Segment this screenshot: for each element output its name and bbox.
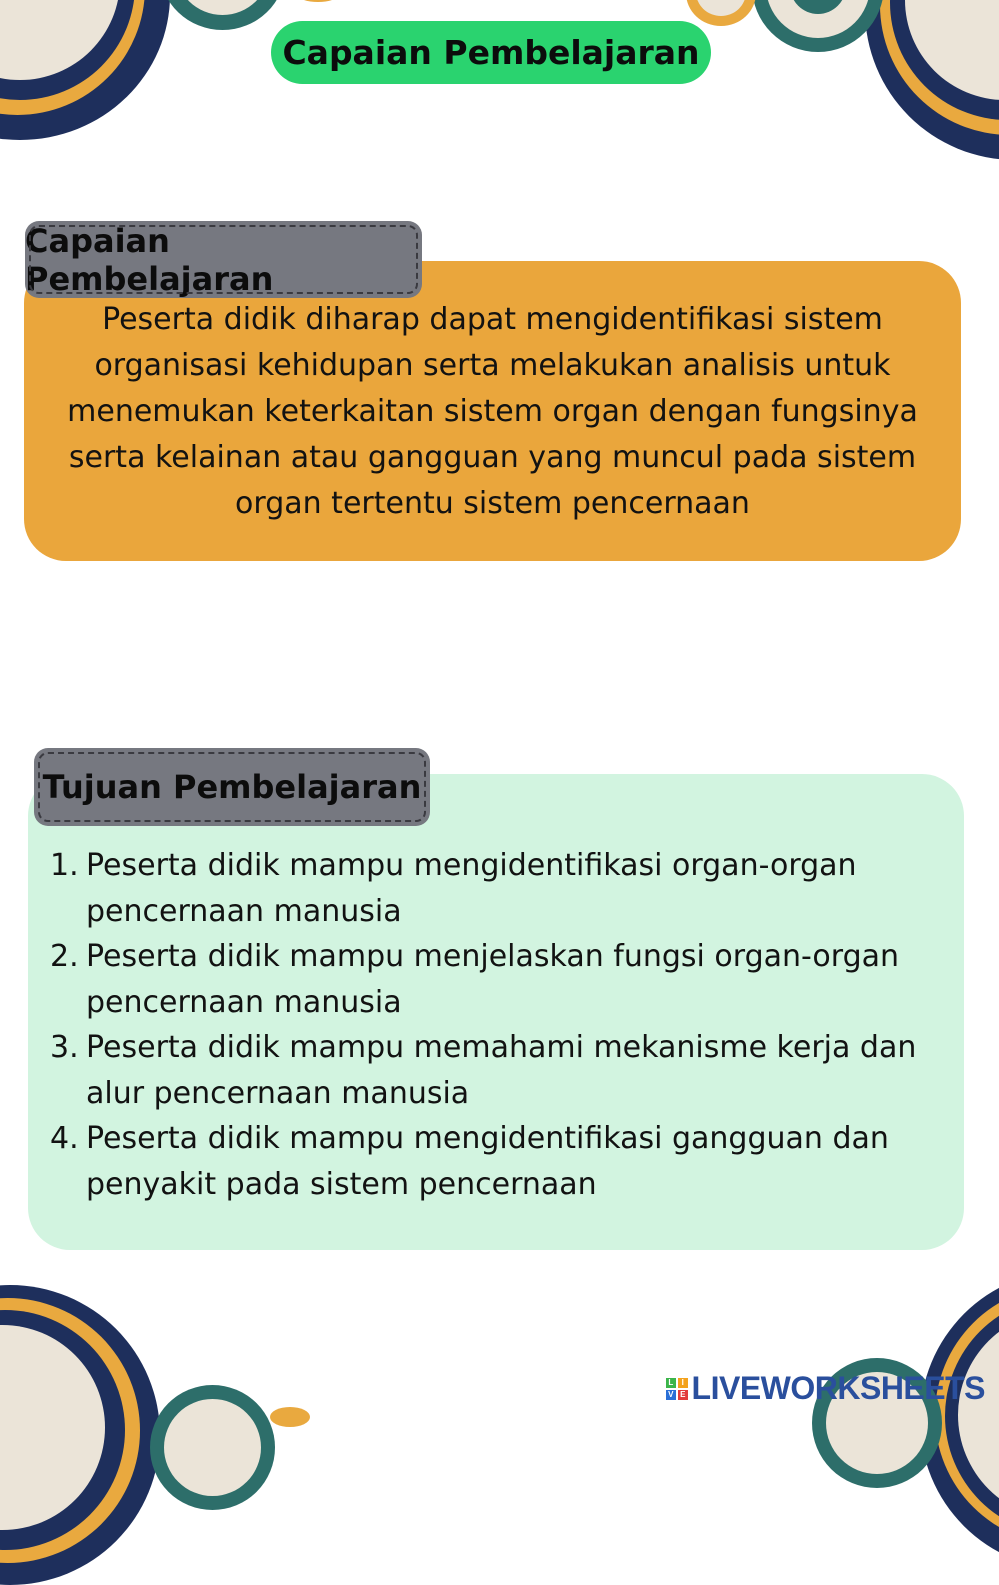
list-item <box>50 934 950 1025</box>
list-item-number: 3. <box>50 1030 79 1065</box>
liveworksheets-logo-icon <box>666 1378 688 1400</box>
tujuan-label <box>34 748 430 826</box>
list-item-text: Peserta didik mampu memahami mekanisme kerja dan alur pencernaan manusia <box>86 1030 917 1111</box>
list-item-number: 1. <box>50 848 79 883</box>
list-item-text: Peserta didik mampu mengidentifikasi gangguan dan penyakit pada sistem pencernaan <box>86 1121 889 1202</box>
capaian-label <box>25 221 422 298</box>
list-item <box>50 1025 950 1116</box>
tujuan-label-text: Tujuan Pembelajaran <box>42 768 422 806</box>
liveworksheets-watermark <box>666 1370 985 1407</box>
watermark-text: LIVEWORKSHEETS <box>691 1370 985 1406</box>
list-item-number: 2. <box>50 939 79 974</box>
list-item-text: Peserta didik mampu menjelaskan fungsi organ-organ pencernaan manusia <box>86 939 900 1020</box>
list-item-number: 4. <box>50 1121 79 1156</box>
capaian-text: Peserta didik diharap dapat mengidentifikasi sistem organisasi kehidupan serta melakukan analisis untuk menemukan keterkaitan sistem organ dengan fungsinya serta kelainan atau gangguan yang muncul pada sistem organ tertentu sistem pencernaan <box>67 302 918 521</box>
tujuan-list <box>50 843 950 1207</box>
capaian-label-text: Capaian Pembelajaran <box>25 221 274 298</box>
logo-letter: I <box>678 1378 688 1388</box>
list-item <box>50 843 950 934</box>
logo-letter: E <box>678 1390 688 1400</box>
list-item <box>50 1116 950 1207</box>
logo-letter: L <box>666 1378 676 1388</box>
decor-dot-top <box>298 0 338 2</box>
decor-dot-bottom <box>270 1407 310 1427</box>
decor-teal-ring-bottom-inner <box>164 1399 261 1496</box>
logo-letter: V <box>666 1390 676 1400</box>
page-title: Capaian Pembelajaran <box>271 21 711 84</box>
list-item-text: Peserta didik mampu mengidentifikasi organ-organ pencernaan manusia <box>86 848 857 929</box>
